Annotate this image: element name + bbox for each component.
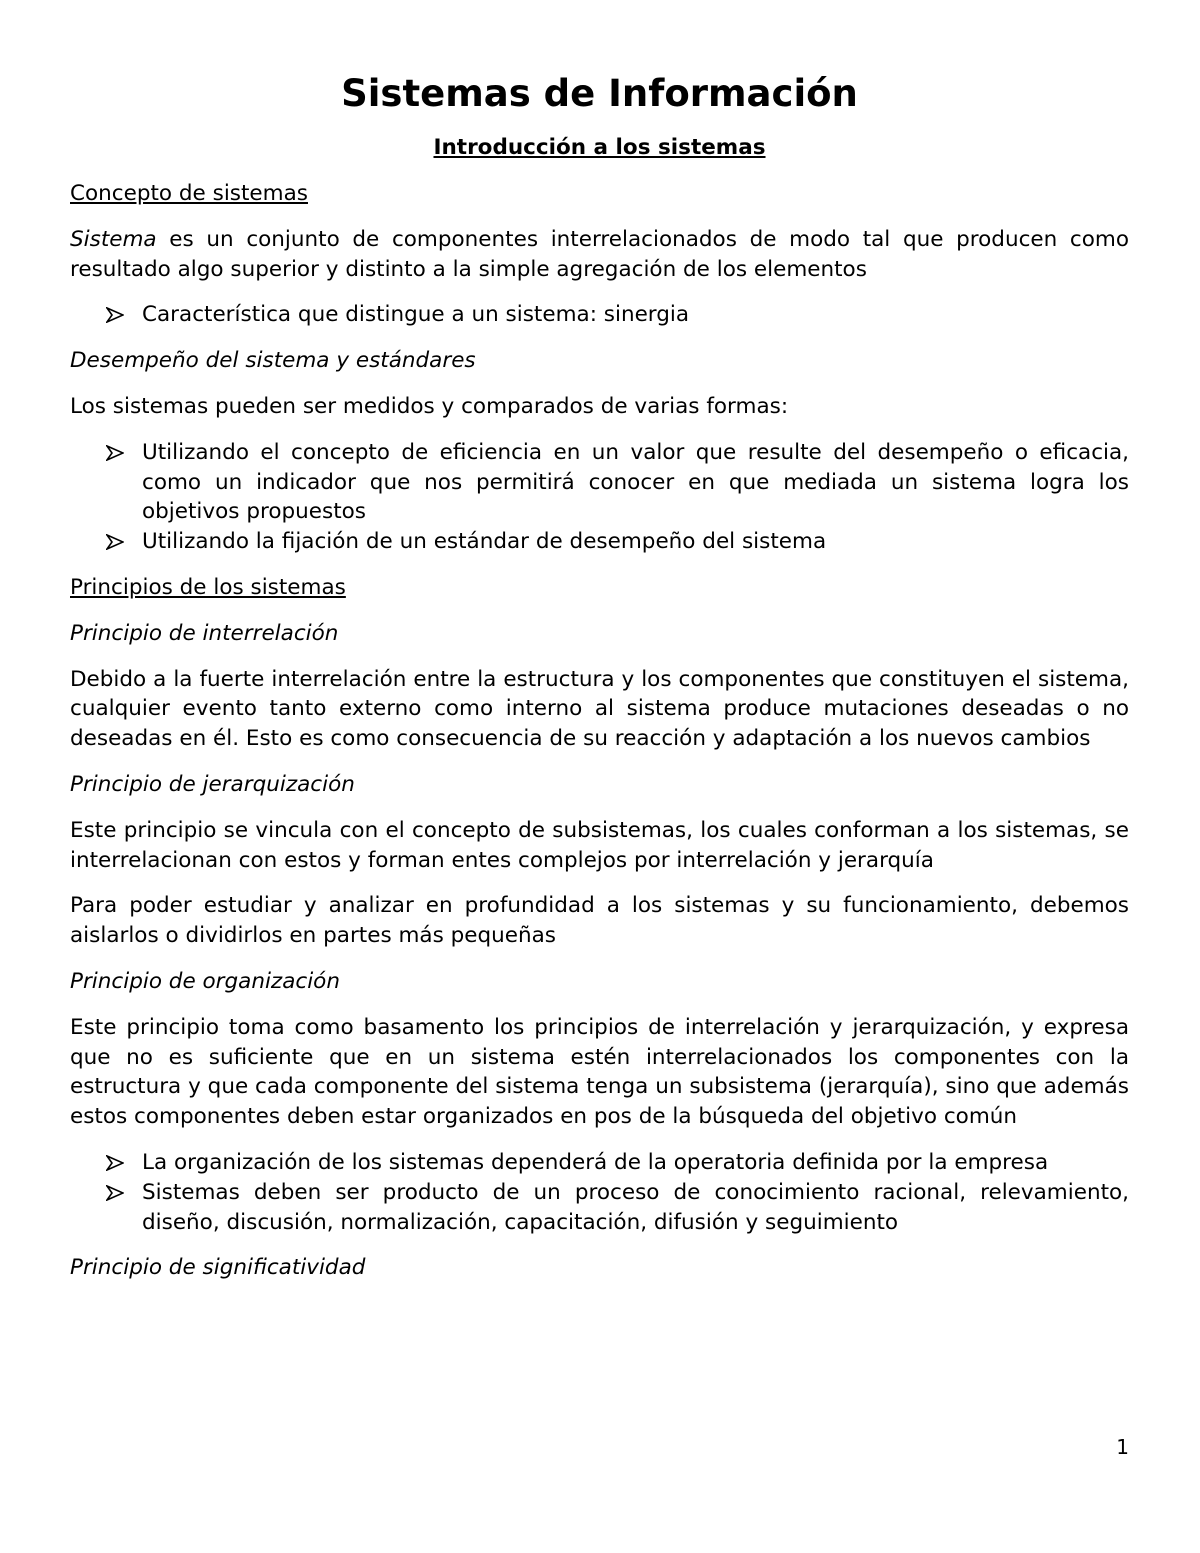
arrow-bullet-icon xyxy=(106,300,126,330)
document-page xyxy=(70,72,1129,1299)
subheading-jerarquizacion: Principio de jerarquización xyxy=(70,771,355,797)
list-item xyxy=(70,300,1129,330)
page-number: 1 xyxy=(1116,1435,1129,1459)
list-item-text: Sistemas deben ser producto de un proceso de conocimiento racional, relevamiento, diseño, discusión, normalización, capacitación, difusión y seguimiento xyxy=(142,1179,1129,1235)
list-item xyxy=(70,1148,1129,1178)
document-subtitle: Introducción a los sistemas xyxy=(433,135,766,160)
list-item xyxy=(70,1178,1129,1238)
document-title: Sistemas de Información xyxy=(341,72,858,115)
paragraph-jerarquizacion-1: Este principio se vincula con el concepto de subsistemas, los cuales conforman a los sistemas, se interrelacionan con estos y forman entes complejos por interrelación y jerarquía xyxy=(70,817,1129,873)
arrow-bullet-icon xyxy=(106,1148,126,1178)
subheading-organizacion: Principio de organización xyxy=(70,968,340,994)
arrow-bullet-icon xyxy=(106,1178,126,1208)
arrow-bullet-icon xyxy=(106,527,126,557)
list-item-text: La organización de los sistemas dependerá de la operatoria definida por la empresa xyxy=(142,1149,1049,1175)
list-item-text: Utilizando la fijación de un estándar de desempeño del sistema xyxy=(142,529,827,555)
paragraph-sistema-definition xyxy=(70,225,1129,285)
term-sistema: Sistema xyxy=(70,226,157,252)
paragraph-jerarquizacion-2: Para poder estudiar y analizar en profundidad a los sistemas y su funcionamiento, debemos aislarlos o dividirlos en partes más pequeñas xyxy=(70,893,1129,949)
section-heading-desempeno: Desempeño del sistema y estándares xyxy=(70,348,476,374)
list-item-text: Utilizando el concepto de eficiencia en un valor que resulte del desempeño o eficacia, como un indicador que nos permitirá conocer en que mediada un sistema logra los objetivos propuestos xyxy=(142,439,1129,525)
organizacion-bullet-list xyxy=(70,1148,1129,1237)
list-item xyxy=(70,527,1129,557)
paragraph-organizacion: Este principio toma como basamento los principios de interrelación y jerarquización, y expresa que no es suficiente que en un sistema estén interrelacionados los componentes con la estructura y que cada componente del sistema tenga un subsistema (jerarquía), sino que además estos componentes deben estar organizados en pos de la búsqueda del objetivo común xyxy=(70,1014,1129,1130)
list-item xyxy=(70,438,1129,527)
sistema-bullet-list xyxy=(70,300,1129,330)
subheading-interrelacion: Principio de interrelación xyxy=(70,620,339,646)
desempeno-bullet-list xyxy=(70,438,1129,557)
paragraph-interrelacion: Debido a la fuerte interrelación entre la estructura y los componentes que constituyen el sistema, cualquier evento tanto externo como interno al sistema produce mutaciones deseadas o no deseadas en él. Esto es como consecuencia de su reacción y adaptación a los nuevos cambios xyxy=(70,666,1129,752)
section-heading-principios: Principios de los sistemas xyxy=(70,574,346,600)
subheading-significatividad: Principio de significatividad xyxy=(70,1255,366,1281)
paragraph-desempeno-intro: Los sistemas pueden ser medidos y comparados de varias formas: xyxy=(70,393,789,419)
section-heading-concepto: Concepto de sistemas xyxy=(70,181,308,206)
arrow-bullet-icon xyxy=(106,438,126,468)
sistema-definition-text: es un conjunto de componentes interrelacionados de modo tal que producen como resultado algo superior y distinto a la simple agregación de los elementos xyxy=(70,226,1129,282)
list-item-text: Característica que distingue a un sistema: sinergia xyxy=(142,302,690,328)
